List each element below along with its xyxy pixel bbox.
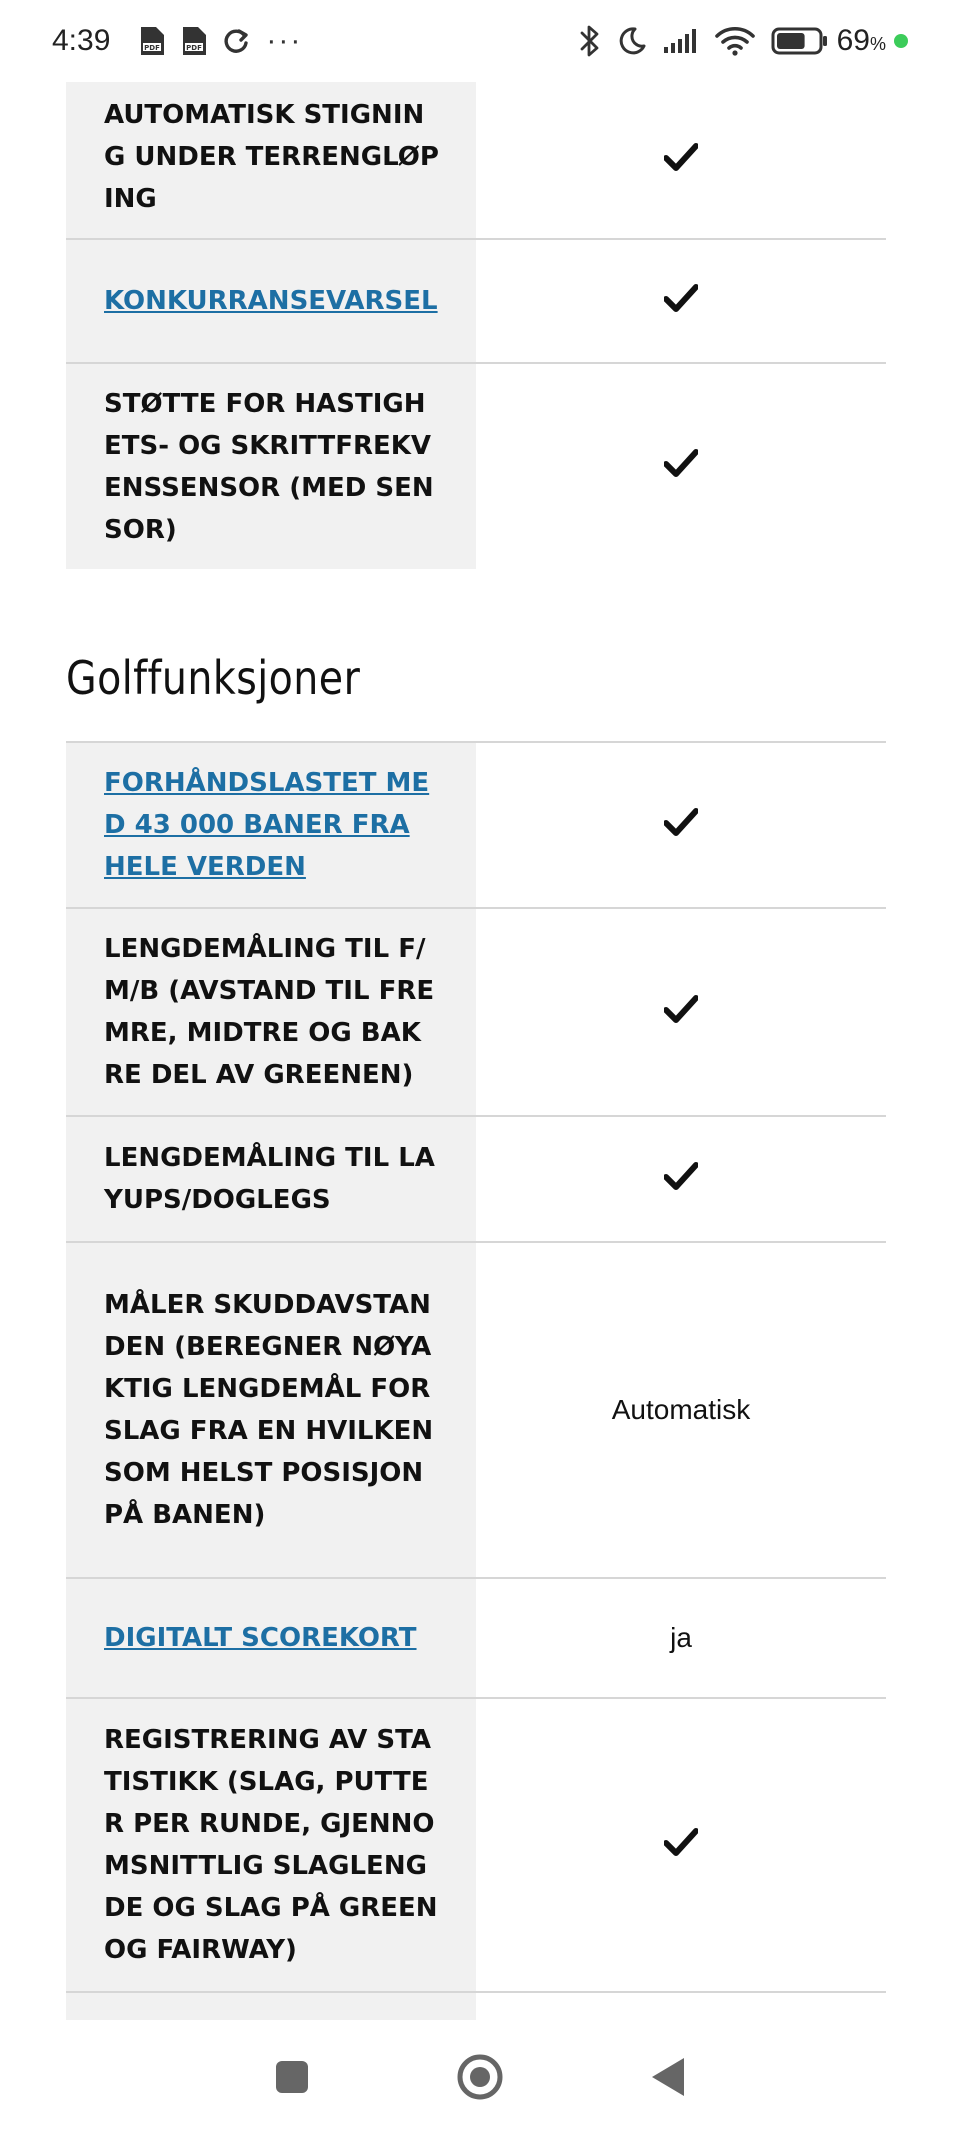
sync-icon (222, 27, 250, 55)
feature-label: LENGDEMÅLING TIL F/M/B (AVSTAND TIL FREMRE, MIDTRE OG BAKRE DEL AV GREENEN) (66, 908, 476, 1116)
feature-label-cell (66, 1578, 476, 1698)
feature-label: MÅLER SKUDDAVSTANDEN (BEREGNER NØYAKTIG LENGDEMÅL FOR SLAG FRA EN HVILKEN SOM HELST POSISJON PÅ BANEN) (66, 1242, 476, 1578)
section-title-golf: Golffunksjoner (66, 651, 361, 705)
feature-value-cell (476, 239, 886, 363)
feature-label: LENGDEMÅLING TIL LAYUPS/DOGLEGS (66, 1116, 476, 1242)
table-row (66, 82, 886, 239)
feature-label-cell (66, 239, 476, 363)
spec-content (66, 82, 886, 2039)
table-row (66, 1578, 886, 1698)
checkmark-icon (664, 995, 698, 1023)
link-digitalt-scorekort[interactable]: DIGITALT SCOREKORT (104, 1623, 417, 1653)
feature-table-top (66, 82, 886, 569)
pdf-icon (180, 26, 208, 56)
pdf-icon (138, 26, 166, 56)
table-row (66, 908, 886, 1116)
feature-value-cell (476, 908, 886, 1116)
feature-value-cell (476, 363, 886, 569)
charging-indicator-dot (894, 34, 908, 48)
table-row (66, 363, 886, 569)
feature-label: STØTTE FOR HASTIGHETS- OG SKRITTFREKVENSSENSOR (MED SENSOR) (66, 363, 476, 569)
status-time: 4:39 (52, 24, 111, 57)
checkmark-icon (664, 284, 698, 312)
feature-value-cell (476, 1698, 886, 1992)
link-konkurransevarsel[interactable]: KONKURRANSEVARSEL (104, 286, 438, 316)
back-icon[interactable] (628, 2037, 708, 2117)
table-row (66, 1698, 886, 1992)
table-row (66, 1242, 886, 1578)
feature-table-golf (66, 741, 886, 1993)
checkmark-icon (664, 1828, 698, 1856)
svg-text:PDF: PDF (144, 44, 161, 52)
feature-value-cell (476, 82, 886, 239)
table-row (66, 742, 886, 908)
home-icon[interactable] (440, 2037, 520, 2117)
checkmark-icon (664, 449, 698, 477)
checkmark-icon (664, 143, 698, 171)
checkmark-icon (664, 808, 698, 836)
table-row (66, 239, 886, 363)
table-row (66, 1116, 886, 1242)
feature-value-cell (476, 1116, 886, 1242)
battery-icon (771, 26, 829, 56)
battery-percent: 69% (836, 24, 886, 57)
feature-value-text: ja (476, 1578, 886, 1698)
system-navigation-bar (0, 2020, 960, 2134)
feature-value-text: Automatisk (476, 1242, 886, 1578)
do-not-disturb-moon-icon (617, 26, 647, 56)
more-notifications-icon: ··· (266, 24, 303, 57)
checkmark-icon (664, 1162, 698, 1190)
feature-label-cell (66, 742, 476, 908)
wifi-icon (715, 26, 755, 56)
feature-label: AUTOMATISK STIGNING UNDER TERRENGLØPING (66, 82, 476, 239)
svg-text:PDF: PDF (186, 44, 203, 52)
cellular-signal-icon (663, 27, 699, 55)
feature-value-cell (476, 742, 886, 908)
recents-icon[interactable] (252, 2037, 332, 2117)
bluetooth-icon (579, 24, 601, 58)
feature-label: REGISTRERING AV STATISTIKK (SLAG, PUTTER PER RUNDE, GJENNOMSNITTLIG SLAGLENGDE OG SLAG PÅ GREEN OG FAIRWAY) (66, 1698, 476, 1992)
status-bar (0, 0, 960, 82)
link-forhandslastet-baner[interactable]: FORHÅNDSLASTET MED 43 000 BANER FRA HELE VERDEN (104, 768, 430, 882)
